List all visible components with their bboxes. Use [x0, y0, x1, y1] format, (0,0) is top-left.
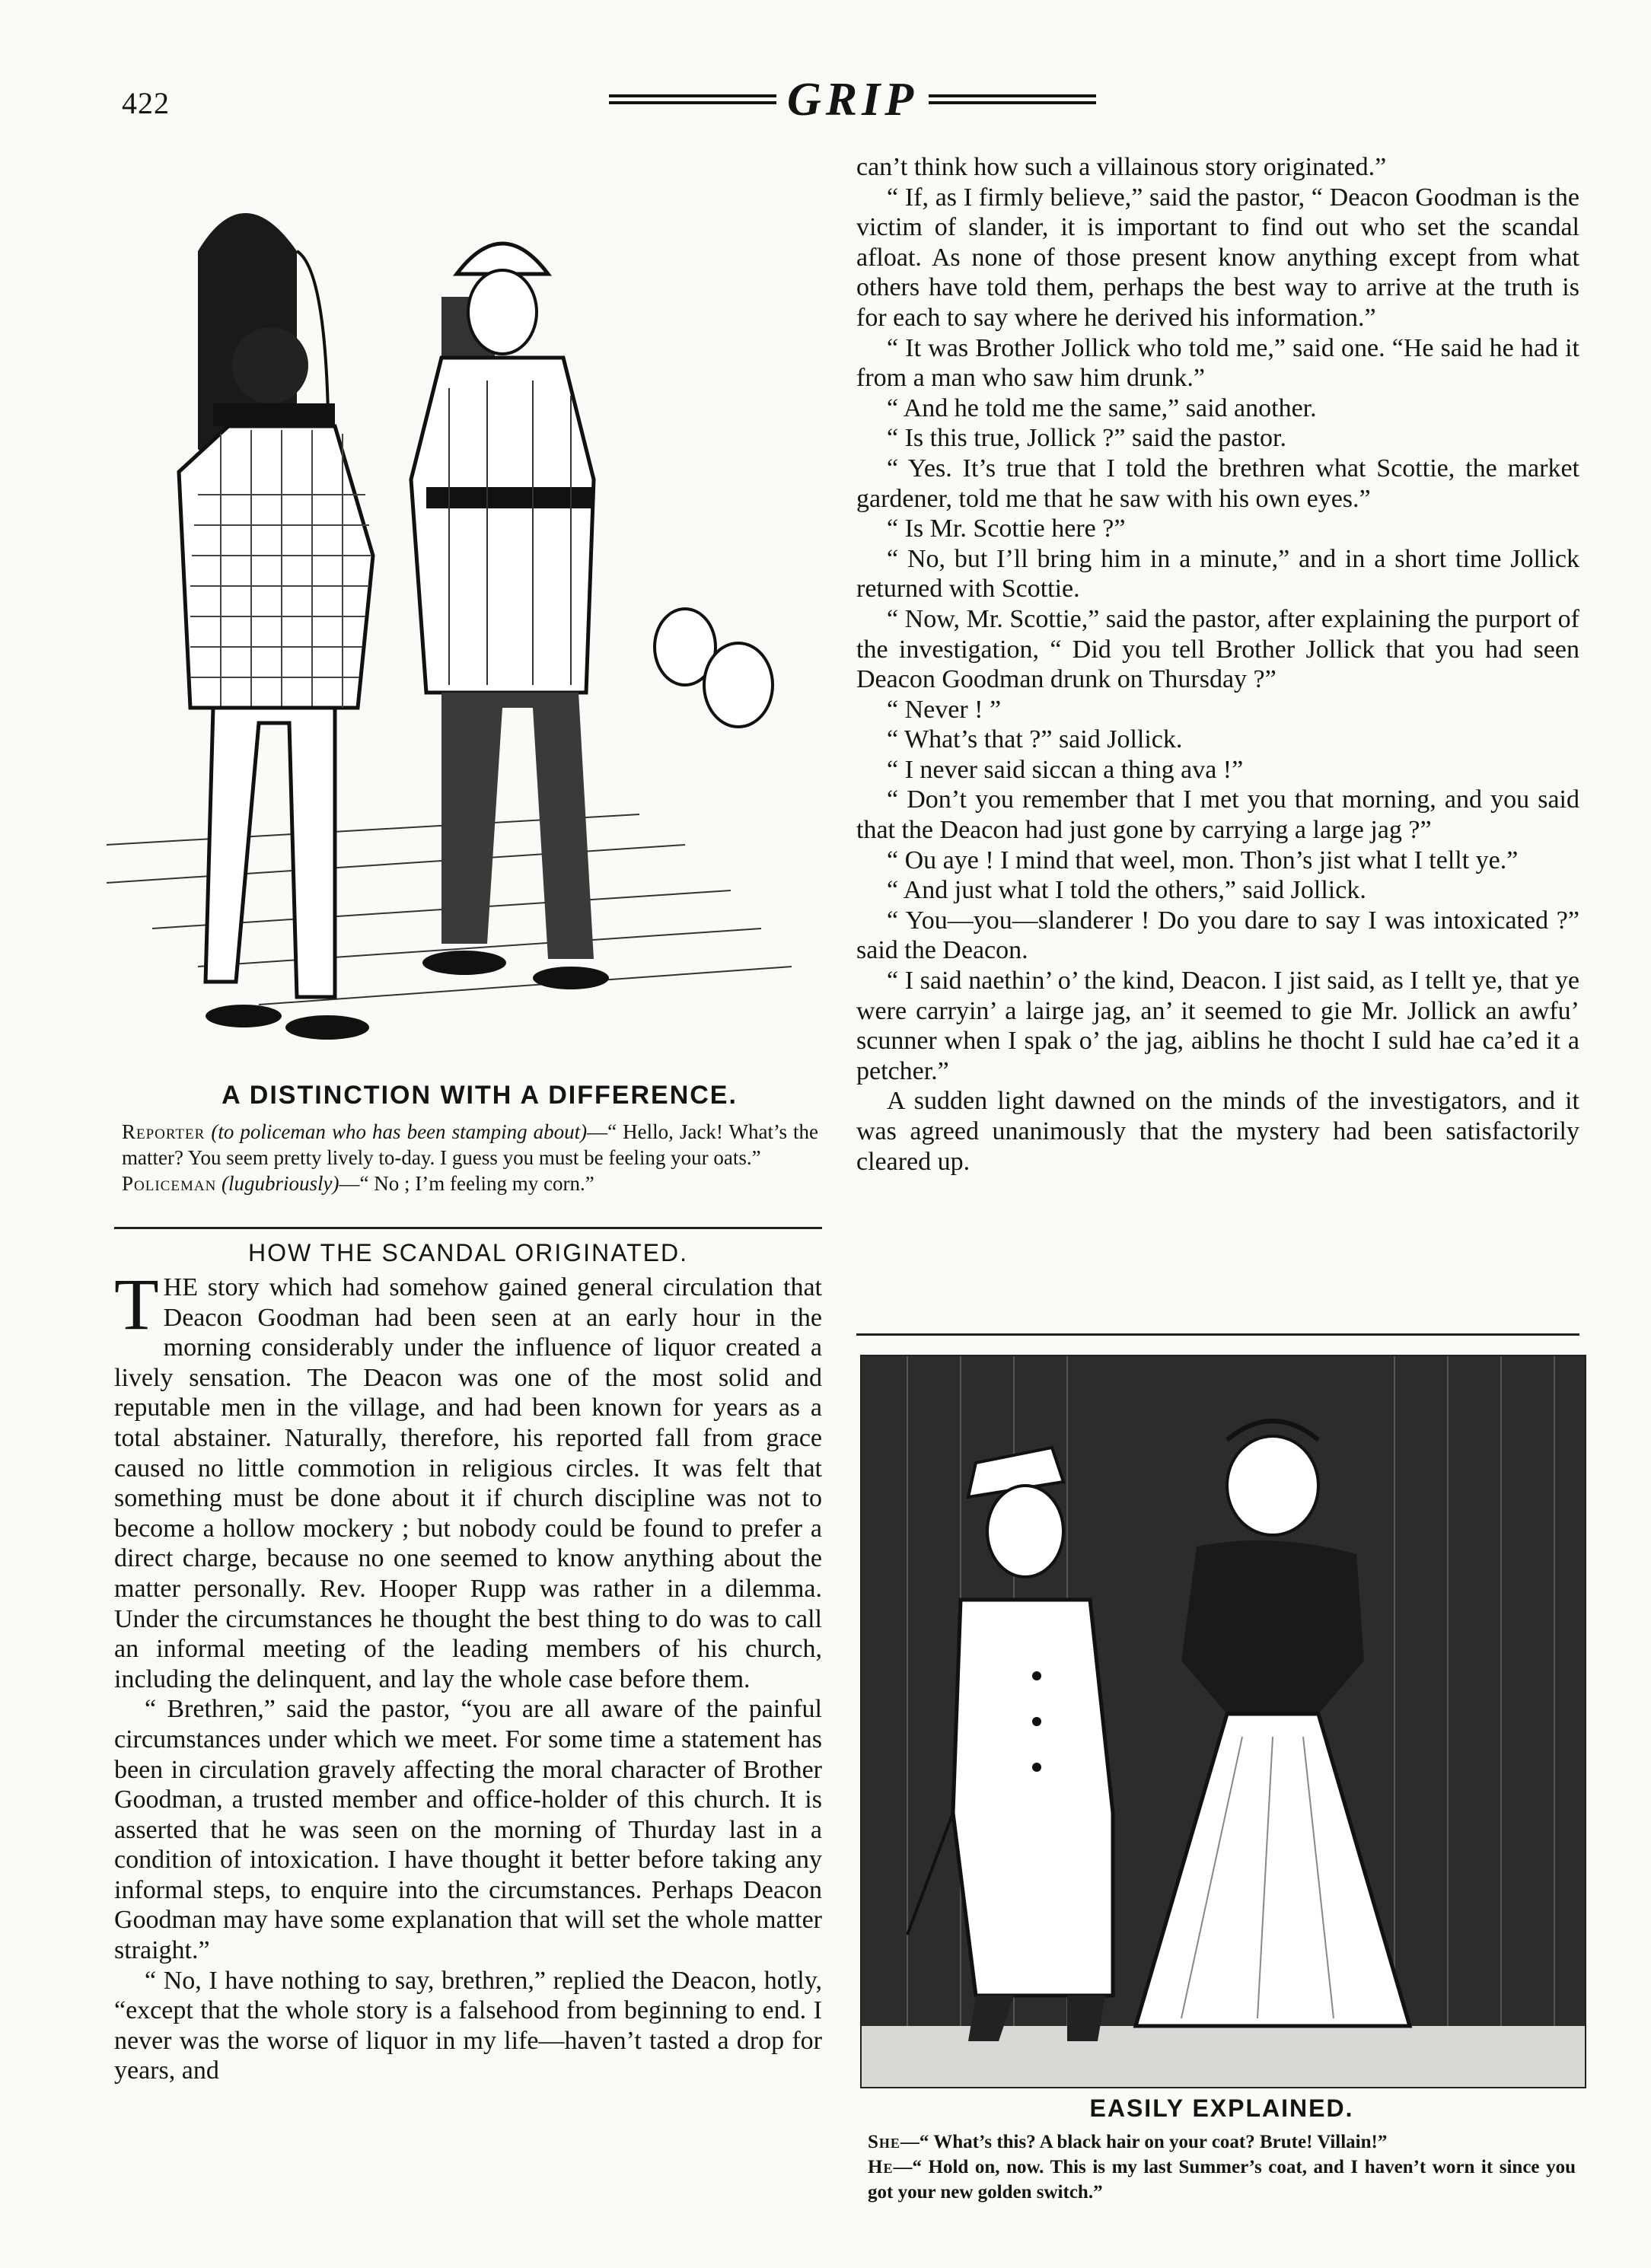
article-title: HOW THE SCANDAL ORIGINATED. [248, 1239, 688, 1266]
article-paragraph: “ And just what I told the others,” said Jollick. [887, 876, 1366, 905]
article-paragraph: “ It was Brother Jollick who told me,” said one. “He said he had it from a man who saw him drunk.” [856, 333, 1579, 393]
article-paragraph: “ I said naethin’ o’ the kind, Deacon. I jist said, as I tellt ye, that ye were carryin’ a lairge jag, an’ it seemed to gie Mr. Jollick an awfu’ scunner when I spak o’ the jag, aiblins he thocht I suld hae ca’ed it a petcher.” [856, 967, 1579, 1085]
caption-line-he [868, 2155, 1576, 2205]
article-paragraph: “ You—you—slanderer ! Do you dare to say I was intoxicated ?” said the Deacon. [856, 906, 1579, 965]
masthead-title: GRIP [786, 74, 919, 126]
article-paragraph: “ Brethren,” said the pastor, “you are all aware of the painful circumstances under which we meet. For some time a statement has been in circulation gravely affecting the moral character of Brother Goodman, a trusted member and office-holder of this church. It is asserted that he was seen on the morning of Thurday last in a condition of intoxication. I have thought it better before taking any informal steps, to enquire into the circumstances. Perhaps Deacon Goodman may have some explanation that will set the whole matter straight.” [114, 1695, 822, 1965]
cartoon-illustration-reporter-policeman [107, 160, 822, 1069]
article-paragraph: “ What’s that ?” said Jollick. [887, 725, 1183, 754]
cartoon-illustration-couple [860, 1355, 1586, 2088]
drop-cap: T [114, 1263, 159, 1345]
article-right-column [856, 152, 1579, 1177]
stage-direction: (lugubriously) [222, 1172, 339, 1195]
dialogue-text: —“ Hold on, now. This is my last Summer’s coat, and I haven’t worn it since you got your new golden switch.” [868, 2157, 1576, 2203]
article-paragraph: “ I never said siccan a thing ava !” [887, 755, 1244, 784]
section-divider [856, 1333, 1579, 1336]
section-divider [114, 1227, 822, 1229]
dialogue-text: —“ What’s this? A black hair on your coat? Brute! Villain!” [900, 2132, 1388, 2152]
article-left-column [114, 1263, 822, 2086]
article-paragraph: “ If, as I firmly believe,” said the pastor, “ Deacon Goodman is the victim of slander, it is important to find out who set the scandal afloat. As none of those present know anything except from what others have told them, perhaps the best way to arrive at the truth is for each to say where he derived his information.” [856, 183, 1579, 332]
dialogue-text: —“ Hello, Jack! What’s the matter? You seem pretty lively to-day. I guess you must be feeling your oats.” [122, 1120, 819, 1169]
dialogue-text: —“ No ; I’m feeling my corn.” [339, 1172, 594, 1195]
article-paragraph: “ No, but I’ll bring him in a minute,” and in a short time Jollick returned with Scottie. [856, 544, 1579, 604]
article-paragraph: “ And he told me the same,” said another. [887, 393, 1317, 422]
caption-line-policeman [122, 1171, 818, 1196]
article-paragraph: “ Don’t you remember that I met you that morning, and you said that the Deacon had just gone by carrying a large jag ?” [856, 785, 1579, 845]
article-paragraph: “ Is Mr. Scottie here ?” [887, 514, 1126, 543]
speaker-name: He [868, 2157, 894, 2177]
article-paragraph: “ Now, Mr. Scottie,” said the pastor, after explaining the purport of the investigation, “ Did you tell Brother Jollick that you had seen Deacon Goodman drunk on Thursday ?” [856, 604, 1579, 694]
cartoon-top-title: A DISTINCTION WITH A DIFFERENCE. [222, 1081, 738, 1110]
caption-line-reporter [122, 1119, 818, 1171]
masthead [609, 73, 1096, 126]
article-paragraph: can’t think how such a villainous story originated.” [856, 153, 1387, 181]
speaker-name: She [868, 2132, 900, 2152]
masthead-rule-right [929, 93, 1096, 107]
page-number: 422 [122, 86, 170, 120]
stage-direction: (to policeman who has been stamping about) [211, 1120, 588, 1143]
speaker-name: Policeman [122, 1172, 217, 1195]
masthead-rule-left [609, 93, 776, 107]
article-paragraph: “ Never ! ” [887, 695, 1002, 724]
article-paragraph: “ Is this true, Jollick ?” said the pastor. [887, 424, 1286, 453]
article-paragraph: A sudden light dawned on the minds of the investigators, and it was agreed unanimously that the mystery had been satisfactorily cleared up. [856, 1087, 1579, 1176]
article-paragraph: “ No, I have nothing to say, brethren,” replied the Deacon, hotly, “except that the whole story is a falsehood from beginning to end. I never was the worse of liquor in my life—haven’t tasted a drop for years, and [114, 1966, 822, 2085]
article-paragraph: “ Ou aye ! I mind that weel, mon. Thon’s jist what I tellt ye.” [887, 846, 1519, 874]
article-paragraph: THE story which had somehow gained general circulation that Deacon Goodman had been seen at an early hour in the morning considerably under the influence of liquor created a lively sensation. The Deacon was one of the most solid and reputable men in the village, and had been known for years as a total abstainer. Naturally, therefore, his reported fall from grace caused no little commotion in religious circles. It was felt that something must be done about it if church discipline was not to become a hollow mockery ; but nobody could be found to prefer a direct charge, because no one seemed to know anything about the matter personally. Rev. Hooper Rupp was rather in a dilemma. Under the circumstances he thought the best thing to do was to call an informal meeting of the leading members of his church, including the delinquent, and lay the whole case before them. [114, 1263, 822, 1693]
article-paragraph: “ Yes. It’s true that I told the brethren what Scottie, the market gardener, told me that he saw with his own eyes.” [856, 454, 1579, 513]
cartoon-top-caption [122, 1119, 818, 1196]
caption-line-she [868, 2129, 1576, 2155]
cartoon-bottom-title: EASILY EXPLAINED. [1089, 2094, 1354, 2122]
speaker-name: Reporter [122, 1120, 206, 1143]
cartoon-bottom-caption [868, 2129, 1576, 2205]
